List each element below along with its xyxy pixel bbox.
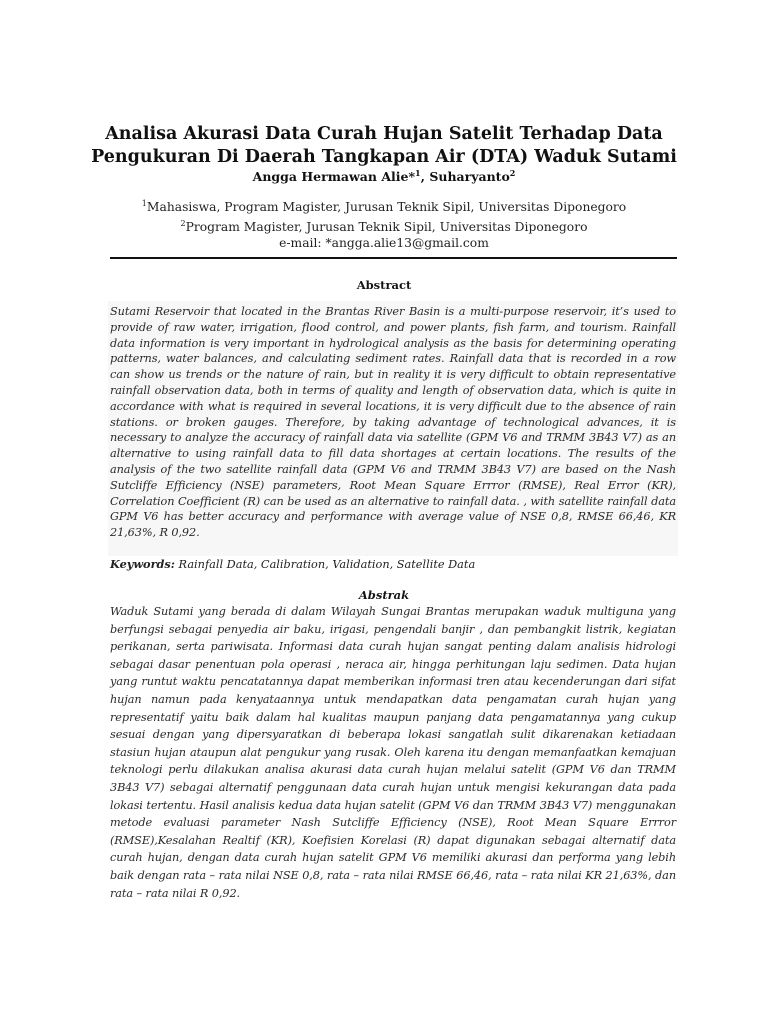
affiliation-text: Program Magister, Jurusan Teknik Sipil, Universitas Diponegoro — [185, 219, 588, 234]
abstrak-body: Waduk Sutami yang berada di dalam Wilayah Sungai Brantas merupakan waduk multiguna yang berfungsi sebagai penyedia air baku, irigasi, pengendali banjir , dan pembangkit listrik, kegiatan perikanan, serta pariwisata. Informasi data curah hujan sangat penting dalam analisis hidrologi sebagai dasar penentuan pola operasi , neraca air, hingga perhitungan laju sedimen. Data hujan yang runtut waktu pencatatannya dapat memberikan informasi tren atau kecenderungan dari sifat hujan namun pada kenyataannya untuk mendapatkan data pengamatan curah hujan yang representatif yaitu baik dalam hal kualitas maupun panjang data pengamatannya yang cukup sesuai dengan yang dipersyaratkan di beberapa lokasi sangatlah sulit dikarenakan ketiadaan stasiun hujan ataupun alat pengukur yang rusak. Oleh karena itu dengan memanfaatkan kemajuan teknologi perlu dilakukan analisa akurasi data curah hujan melalui satelit (GPM V6 dan TRMM 3B43 V7) sebagai alternatif penggunaan data curah hujan untuk mengisi kekurangan data pada lokasi tertentu. Hasil analisis kedua data hujan satelit (GPM V6 dan TRMM 3B43 V7) menggunakan metode evaluasi parameter Nash Sutcliffe Efficiency (NSE), Root Mean Square Errror (RMSE),Kesalahan Realtif (KR), Koefisien Korelasi (R) dapat digunakan sebagai alternatif data curah hujan, dengan data curah hujan satelit GPM V6 memiliki akurasi dan performa yang lebih baik dengan rata – rata nilai NSE 0,8, rata – rata nilai RMSE 66,46, rata – rata nilai KR 21,63%, dan rata – rata nilai R 0,92. — [110, 605, 676, 900]
abstract-heading: Abstract — [356, 278, 412, 292]
paper-title: Analisa Akurasi Data Curah Hujan Satelit Terhadap Data Pengukuran Di Daerah Tangkapan Air (DTA) Waduk Sutami — [91, 124, 677, 167]
affiliation-line — [60, 196, 708, 216]
keywords-line — [110, 557, 676, 571]
affiliations — [60, 196, 708, 252]
author-email: e-mail: *angga.alie13@gmail.com — [279, 236, 489, 251]
keywords-label: Keywords: — [110, 557, 175, 571]
affiliation-mark: 1 — [141, 199, 147, 208]
abstrak-heading: Abstrak — [358, 588, 410, 602]
author-affiliation-mark: 2 — [509, 168, 516, 178]
keywords-text: Rainfall Data, Calibration, Validation, Satellite Data — [174, 558, 476, 571]
header-divider — [110, 257, 677, 259]
author-name: Suharyanto — [429, 169, 510, 185]
author-line — [60, 168, 708, 184]
author-name: Angga Hermawan Alie* — [252, 169, 416, 185]
affiliation-mark: 2 — [180, 218, 186, 228]
author-separator: , — [420, 169, 430, 185]
affiliation-text: Mahasiswa, Program Magister, Jurusan Teknik Sipil, Universitas Diponegoro — [146, 200, 627, 215]
affiliation-line — [60, 216, 708, 236]
abstract-body: Sutami Reservoir that located in the Brantas River Basin is a multi-purpose reservoir, it’s used to provide of raw water, irrigation, flood control, and power plants, fish farm, and tourism. Rainfall data information is very important in hydrological analysis as the basis for determining operating patterns, water balances, and calculating sediment rates. Rainfall data that is recorded in a row can show us trends or the nature of rain, but in reality it is very difficult to obtain representative rainfall observation data, both in terms of quality and length of observation data, which is quite in accordance with what is required in several locations, it is very difficult due to the absence of rain stations. or broken gauges. Therefore, by taking advantage of technological advances, it is necessary to analyze the accuracy of rainfall data via satellite (GPM V6 and TRMM 3B43 V7) as an alternative to using rainfall data to fill data shortages at certain locations. The results of the analysis of the two satellite rainfall data (GPM V6 and TRMM 3B43 V7) are based on the Nash Sutcliffe Efficiency (NSE) parameters, Root Mean Square Errror (RMSE), Real Error (KR), Correlation Coefficient (R) can be used as an alternative to rainfall data. , with satellite rainfall data GPM V6 has better accuracy and performance with average value of NSE 0,8, RMSE 66,46, KR 21,63%, R 0,92. — [110, 305, 676, 540]
author-affiliation-mark: 1 — [415, 168, 421, 178]
